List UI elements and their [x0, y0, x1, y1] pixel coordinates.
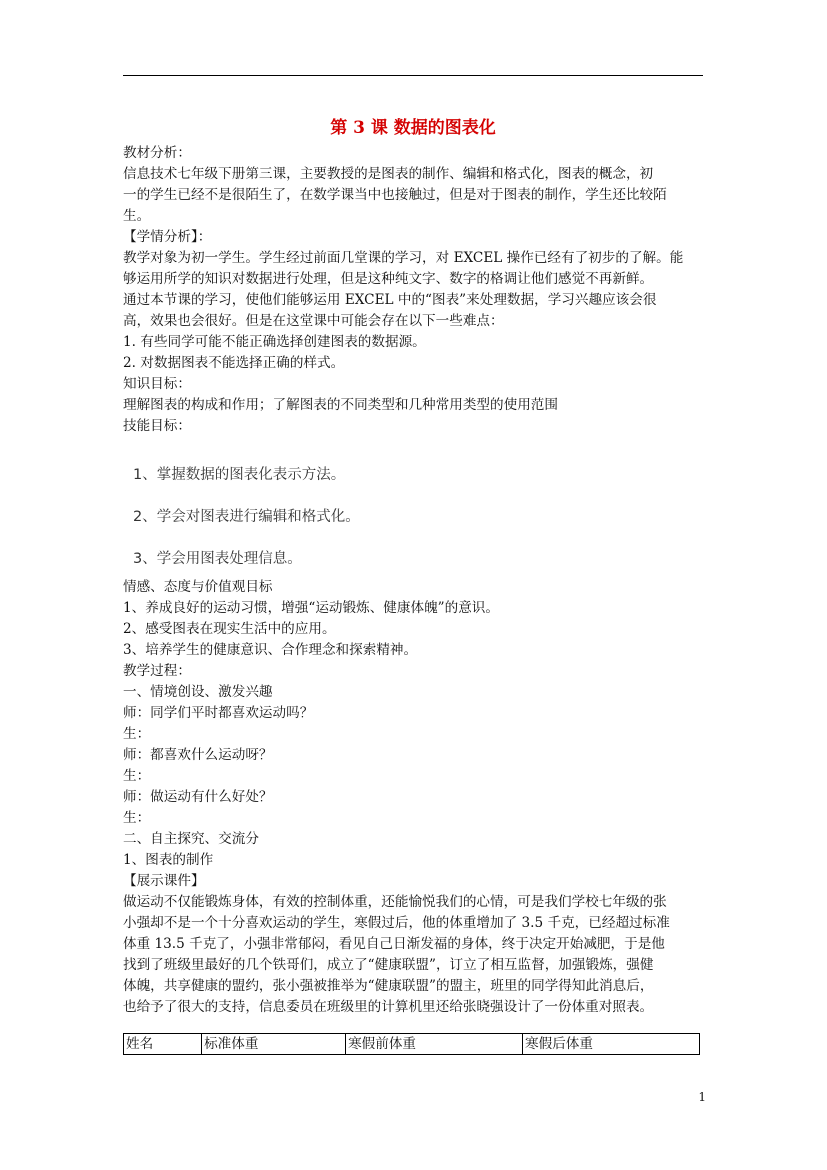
paragraph-line: 也给予了很大的支持，信息委员在班级里的计算机里还给张晓强设计了一份体重对照表。: [123, 999, 654, 1015]
table-header-cell: 标准体重: [202, 1034, 346, 1055]
paragraph-line: 生。: [123, 208, 151, 224]
paragraph-line: 小强却不是一个十分喜欢运动的学生，寒假过后，他的体重增加了 3.5 千克，已经超过标准: [123, 915, 670, 931]
section-heading: 【学情分析】：: [123, 229, 212, 245]
paragraph-line: 生：: [123, 726, 151, 742]
page-number: 1: [698, 1090, 706, 1104]
text-block-upper: [123, 143, 705, 437]
section-heading: 技能目标：: [123, 418, 191, 434]
section-heading: 教材分析：: [123, 145, 191, 161]
header-rule: [123, 75, 703, 76]
text-block-lower: [123, 577, 705, 1018]
skills-list: [133, 460, 360, 586]
paragraph-line: 够运用所学的知识对数据进行处理，但是这种纯文字、数字的格调让他们感觉不再新鲜。: [123, 271, 654, 287]
paragraph-line: 1、养成良好的运动习惯，增强“运动锻炼、健康体魄”的意识。: [123, 600, 499, 616]
paragraph-line: 1. 有些同学可能不能正确选择创建图表的数据源。: [123, 334, 426, 350]
paragraph-line: 体重 13.5 千克了，小强非常郁闷，看见自己日渐发福的身体，终于决定开始减肥，于是他: [123, 936, 665, 952]
paragraph-line: 2. 对数据图表不能选择正确的样式。: [123, 355, 345, 371]
weight-table: [123, 1033, 700, 1055]
paragraph-line: 一、情境创设、激发兴趣: [123, 684, 273, 700]
paragraph-line: 通过本节课的学习，使他们能够运用 EXCEL 中的“图表”来处理数据，学习兴趣应该会很: [123, 292, 657, 308]
table-header-cell: 寒假后体重: [523, 1034, 700, 1055]
paragraph-line: 一的学生已经不是很陌生了，在数学课当中也接触过，但是对于图表的制作，学生还比较陌: [123, 187, 667, 203]
paragraph-line: 生：: [123, 768, 151, 784]
section-heading: 情感、态度与价值观目标: [123, 579, 273, 595]
paragraph-line: 师：同学们平时都喜欢运动吗？: [123, 705, 314, 721]
paragraph-line: 理解图表的构成和作用；了解图表的不同类型和几种常用类型的使用范围: [123, 397, 558, 413]
paragraph-line: 师：做运动有什么好处？: [123, 789, 273, 805]
paragraph-line: 【展示课件】: [123, 873, 205, 889]
section-heading: 知识目标：: [123, 376, 191, 392]
paragraph-line: 体魄，共享健康的盟约，张小强被推举为“健康联盟”的盟主，班里的同学得知此消息后，: [123, 978, 654, 994]
table-header-row: [124, 1034, 700, 1055]
paragraph-line: 找到了班级里最好的几个铁哥们，成立了“健康联盟”，订立了相互监督，加强锻炼，强健: [123, 957, 654, 973]
paragraph-line: 师：都喜欢什么运动呀？: [123, 747, 273, 763]
skill-item: 3、学会用图表处理信息。: [133, 551, 302, 567]
skill-item: 1、掌握数据的图表化表示方法。: [133, 467, 346, 483]
skill-item: 2、学会对图表进行编辑和格式化。: [133, 509, 360, 525]
table-header-cell: 寒假前体重: [346, 1034, 523, 1055]
paragraph-line: 3、培养学生的健康意识、合作理念和探索精神。: [123, 642, 418, 658]
paragraph-line: 高，效果也会很好。但是在这堂课中可能会存在以下一些难点：: [123, 313, 504, 329]
table-header-cell: 姓名: [124, 1034, 202, 1055]
paragraph-line: 1、图表的制作: [123, 852, 214, 868]
paragraph-line: 2、感受图表在现实生活中的应用。: [123, 621, 336, 637]
paragraph-line: 信息技术七年级下册第三课，主要教授的是图表的制作、编辑和格式化，图表的概念，初: [123, 166, 654, 182]
lesson-title: 第 3 课 数据的图表化: [330, 118, 496, 138]
paragraph-line: 做运动不仅能锻炼身体，有效的控制体重，还能愉悦我们的心情，可是我们学校七年级的张: [123, 894, 667, 910]
paragraph-line: 教学对象为初一学生。学生经过前面几堂课的学习，对 EXCEL 操作已经有了初步的了解。能: [123, 250, 684, 266]
section-heading: 教学过程：: [123, 663, 191, 679]
paragraph-line: 二、自主探究、交流分: [123, 831, 259, 847]
paragraph-line: 生：: [123, 810, 151, 826]
